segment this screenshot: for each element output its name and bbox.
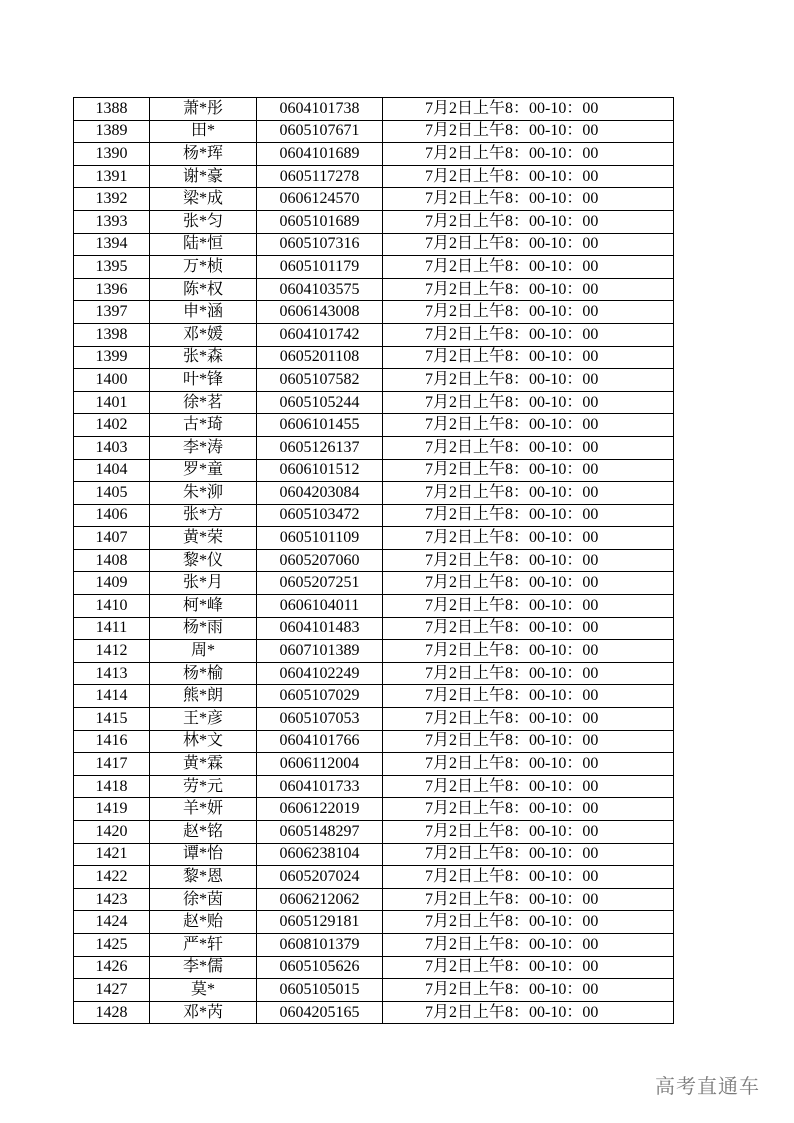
cell-exam-time: 7月2日上午8：00-10：00 (383, 685, 674, 708)
cell-exam-time: 7月2日上午8：00-10：00 (383, 210, 674, 233)
cell-exam-id: 0606101512 (257, 459, 383, 482)
cell-exam-time: 7月2日上午8：00-10：00 (383, 911, 674, 934)
cell-exam-time: 7月2日上午8：00-10：00 (383, 346, 674, 369)
cell-student-name: 赵*贻 (150, 911, 257, 934)
cell-exam-time: 7月2日上午8：00-10：00 (383, 482, 674, 505)
table-row (74, 391, 674, 414)
cell-exam-time: 7月2日上午8：00-10：00 (383, 459, 674, 482)
table-row (74, 188, 674, 211)
cell-exam-time: 7月2日上午8：00-10：00 (383, 662, 674, 685)
cell-student-name: 杨*珲 (150, 143, 257, 166)
cell-seq-number: 1404 (74, 459, 150, 482)
cell-exam-id: 0605129181 (257, 911, 383, 934)
cell-seq-number: 1399 (74, 346, 150, 369)
cell-exam-time: 7月2日上午8：00-10：00 (383, 165, 674, 188)
cell-seq-number: 1424 (74, 911, 150, 934)
cell-exam-id: 0605107316 (257, 233, 383, 256)
cell-exam-time: 7月2日上午8：00-10：00 (383, 866, 674, 889)
cell-exam-id: 0604203084 (257, 482, 383, 505)
cell-student-name: 黎*仪 (150, 549, 257, 572)
cell-student-name: 莫* (150, 979, 257, 1002)
roster-table-body (74, 98, 674, 1024)
cell-seq-number: 1419 (74, 798, 150, 821)
table-row (74, 933, 674, 956)
cell-student-name: 邓*媛 (150, 323, 257, 346)
table-row (74, 730, 674, 753)
table-row (74, 979, 674, 1002)
cell-seq-number: 1417 (74, 753, 150, 776)
cell-student-name: 熊*朗 (150, 685, 257, 708)
cell-student-name: 张*森 (150, 346, 257, 369)
cell-seq-number: 1398 (74, 323, 150, 346)
table-row (74, 1001, 674, 1024)
table-row (74, 662, 674, 685)
cell-student-name: 张*月 (150, 572, 257, 595)
cell-exam-id: 0604101766 (257, 730, 383, 753)
cell-seq-number: 1397 (74, 301, 150, 324)
table-row (74, 572, 674, 595)
table-row (74, 527, 674, 550)
cell-seq-number: 1413 (74, 662, 150, 685)
table-row (74, 256, 674, 279)
cell-exam-time: 7月2日上午8：00-10：00 (383, 143, 674, 166)
cell-exam-time: 7月2日上午8：00-10：00 (383, 188, 674, 211)
cell-exam-id: 0604101483 (257, 617, 383, 640)
cell-exam-time: 7月2日上午8：00-10：00 (383, 956, 674, 979)
table-row (74, 346, 674, 369)
cell-exam-id: 0605117278 (257, 165, 383, 188)
cell-exam-time: 7月2日上午8：00-10：00 (383, 730, 674, 753)
cell-seq-number: 1392 (74, 188, 150, 211)
cell-exam-time: 7月2日上午8：00-10：00 (383, 323, 674, 346)
table-row (74, 210, 674, 233)
cell-student-name: 黄*荣 (150, 527, 257, 550)
table-row (74, 414, 674, 437)
cell-exam-id: 0605105015 (257, 979, 383, 1002)
cell-exam-id: 0604103575 (257, 278, 383, 301)
cell-exam-id: 0604101733 (257, 775, 383, 798)
cell-exam-id: 0606101455 (257, 414, 383, 437)
cell-seq-number: 1428 (74, 1001, 150, 1024)
cell-exam-id: 0605207024 (257, 866, 383, 889)
table-row (74, 617, 674, 640)
cell-student-name: 陆*恒 (150, 233, 257, 256)
table-row (74, 301, 674, 324)
cell-exam-id: 0606212062 (257, 888, 383, 911)
cell-student-name: 徐*茗 (150, 391, 257, 414)
cell-student-name: 古*琦 (150, 414, 257, 437)
cell-student-name: 谢*豪 (150, 165, 257, 188)
cell-student-name: 柯*峰 (150, 595, 257, 618)
cell-exam-time: 7月2日上午8：00-10：00 (383, 120, 674, 143)
cell-exam-time: 7月2日上午8：00-10：00 (383, 595, 674, 618)
cell-student-name: 罗*童 (150, 459, 257, 482)
cell-student-name: 黄*霖 (150, 753, 257, 776)
cell-exam-time: 7月2日上午8：00-10：00 (383, 798, 674, 821)
cell-seq-number: 1405 (74, 482, 150, 505)
cell-seq-number: 1400 (74, 369, 150, 392)
cell-exam-time: 7月2日上午8：00-10：00 (383, 1001, 674, 1024)
cell-exam-id: 0605201108 (257, 346, 383, 369)
cell-student-name: 严*轩 (150, 933, 257, 956)
cell-exam-id: 0606122019 (257, 798, 383, 821)
cell-student-name: 申*涵 (150, 301, 257, 324)
cell-student-name: 周* (150, 640, 257, 663)
cell-exam-id: 0605101109 (257, 527, 383, 550)
cell-exam-id: 0605107582 (257, 369, 383, 392)
cell-student-name: 谭*怡 (150, 843, 257, 866)
cell-seq-number: 1393 (74, 210, 150, 233)
cell-seq-number: 1425 (74, 933, 150, 956)
table-row (74, 98, 674, 121)
cell-seq-number: 1416 (74, 730, 150, 753)
table-row (74, 278, 674, 301)
cell-seq-number: 1426 (74, 956, 150, 979)
table-row (74, 459, 674, 482)
cell-exam-id: 0604101738 (257, 98, 383, 121)
cell-student-name: 赵*铭 (150, 821, 257, 844)
cell-exam-id: 0605107671 (257, 120, 383, 143)
table-row (74, 798, 674, 821)
cell-student-name: 徐*茵 (150, 888, 257, 911)
cell-student-name: 朱*泖 (150, 482, 257, 505)
cell-exam-id: 0605207060 (257, 549, 383, 572)
cell-seq-number: 1396 (74, 278, 150, 301)
cell-exam-id: 0605107029 (257, 685, 383, 708)
cell-seq-number: 1402 (74, 414, 150, 437)
table-row (74, 956, 674, 979)
cell-student-name: 叶*锋 (150, 369, 257, 392)
cell-exam-id: 0605103472 (257, 504, 383, 527)
cell-exam-time: 7月2日上午8：00-10：00 (383, 278, 674, 301)
cell-exam-time: 7月2日上午8：00-10：00 (383, 888, 674, 911)
roster-table (73, 97, 674, 1024)
cell-student-name: 李*儒 (150, 956, 257, 979)
cell-exam-time: 7月2日上午8：00-10：00 (383, 933, 674, 956)
cell-exam-time: 7月2日上午8：00-10：00 (383, 572, 674, 595)
cell-exam-id: 0605105626 (257, 956, 383, 979)
table-row (74, 165, 674, 188)
table-row (74, 821, 674, 844)
table-row (74, 482, 674, 505)
cell-student-name: 田* (150, 120, 257, 143)
cell-seq-number: 1421 (74, 843, 150, 866)
cell-student-name: 劳*元 (150, 775, 257, 798)
cell-exam-time: 7月2日上午8：00-10：00 (383, 256, 674, 279)
cell-exam-id: 0608101379 (257, 933, 383, 956)
table-row (74, 143, 674, 166)
cell-exam-time: 7月2日上午8：00-10：00 (383, 617, 674, 640)
cell-exam-id: 0606112004 (257, 753, 383, 776)
table-row (74, 549, 674, 572)
cell-exam-id: 0605101689 (257, 210, 383, 233)
cell-seq-number: 1423 (74, 888, 150, 911)
table-row (74, 369, 674, 392)
cell-seq-number: 1407 (74, 527, 150, 550)
table-row (74, 888, 674, 911)
cell-seq-number: 1388 (74, 98, 150, 121)
cell-student-name: 黎*恩 (150, 866, 257, 889)
cell-student-name: 万*桢 (150, 256, 257, 279)
cell-exam-id: 0605101179 (257, 256, 383, 279)
cell-seq-number: 1395 (74, 256, 150, 279)
cell-exam-id: 0606104011 (257, 595, 383, 618)
cell-exam-id: 0604101689 (257, 143, 383, 166)
cell-exam-id: 0606143008 (257, 301, 383, 324)
cell-exam-id: 0605148297 (257, 821, 383, 844)
cell-exam-time: 7月2日上午8：00-10：00 (383, 821, 674, 844)
cell-student-name: 杨*榆 (150, 662, 257, 685)
cell-seq-number: 1389 (74, 120, 150, 143)
cell-seq-number: 1394 (74, 233, 150, 256)
cell-exam-id: 0605105244 (257, 391, 383, 414)
table-row (74, 640, 674, 663)
table-row (74, 753, 674, 776)
cell-exam-time: 7月2日上午8：00-10：00 (383, 98, 674, 121)
cell-exam-time: 7月2日上午8：00-10：00 (383, 843, 674, 866)
table-row (74, 708, 674, 731)
cell-seq-number: 1406 (74, 504, 150, 527)
cell-seq-number: 1390 (74, 143, 150, 166)
cell-seq-number: 1412 (74, 640, 150, 663)
cell-student-name: 王*彦 (150, 708, 257, 731)
table-row (74, 233, 674, 256)
cell-seq-number: 1410 (74, 595, 150, 618)
cell-seq-number: 1415 (74, 708, 150, 731)
cell-student-name: 梁*成 (150, 188, 257, 211)
cell-seq-number: 1408 (74, 549, 150, 572)
cell-exam-time: 7月2日上午8：00-10：00 (383, 549, 674, 572)
cell-exam-time: 7月2日上午8：00-10：00 (383, 233, 674, 256)
cell-student-name: 萧*彤 (150, 98, 257, 121)
cell-exam-time: 7月2日上午8：00-10：00 (383, 391, 674, 414)
cell-student-name: 杨*雨 (150, 617, 257, 640)
cell-student-name: 张*方 (150, 504, 257, 527)
cell-seq-number: 1418 (74, 775, 150, 798)
cell-exam-time: 7月2日上午8：00-10：00 (383, 640, 674, 663)
cell-exam-time: 7月2日上午8：00-10：00 (383, 414, 674, 437)
table-row (74, 504, 674, 527)
cell-student-name: 张*匀 (150, 210, 257, 233)
cell-exam-id: 0604205165 (257, 1001, 383, 1024)
cell-student-name: 邓*芮 (150, 1001, 257, 1024)
cell-exam-time: 7月2日上午8：00-10：00 (383, 301, 674, 324)
cell-exam-id: 0605207251 (257, 572, 383, 595)
table-row (74, 775, 674, 798)
cell-exam-time: 7月2日上午8：00-10：00 (383, 753, 674, 776)
cell-seq-number: 1401 (74, 391, 150, 414)
cell-exam-id: 0605107053 (257, 708, 383, 731)
table-row (74, 866, 674, 889)
cell-seq-number: 1422 (74, 866, 150, 889)
cell-exam-time: 7月2日上午8：00-10：00 (383, 979, 674, 1002)
cell-student-name: 李*涛 (150, 436, 257, 459)
cell-exam-id: 0605126137 (257, 436, 383, 459)
cell-exam-time: 7月2日上午8：00-10：00 (383, 708, 674, 731)
cell-exam-id: 0604102249 (257, 662, 383, 685)
cell-seq-number: 1427 (74, 979, 150, 1002)
cell-exam-time: 7月2日上午8：00-10：00 (383, 504, 674, 527)
cell-seq-number: 1391 (74, 165, 150, 188)
cell-exam-time: 7月2日上午8：00-10：00 (383, 436, 674, 459)
table-row (74, 595, 674, 618)
cell-exam-id: 0607101389 (257, 640, 383, 663)
cell-exam-time: 7月2日上午8：00-10：00 (383, 775, 674, 798)
cell-exam-id: 0606238104 (257, 843, 383, 866)
table-row (74, 120, 674, 143)
cell-exam-time: 7月2日上午8：00-10：00 (383, 527, 674, 550)
cell-exam-id: 0604101742 (257, 323, 383, 346)
cell-seq-number: 1409 (74, 572, 150, 595)
cell-exam-id: 0606124570 (257, 188, 383, 211)
table-row (74, 323, 674, 346)
cell-seq-number: 1411 (74, 617, 150, 640)
cell-student-name: 陈*权 (150, 278, 257, 301)
cell-student-name: 林*文 (150, 730, 257, 753)
watermark-text: 高考直通车 (655, 1074, 760, 1098)
table-row (74, 911, 674, 934)
cell-exam-time: 7月2日上午8：00-10：00 (383, 369, 674, 392)
cell-student-name: 羊*妍 (150, 798, 257, 821)
table-row (74, 685, 674, 708)
table-row (74, 843, 674, 866)
table-row (74, 436, 674, 459)
cell-seq-number: 1403 (74, 436, 150, 459)
cell-seq-number: 1414 (74, 685, 150, 708)
cell-seq-number: 1420 (74, 821, 150, 844)
